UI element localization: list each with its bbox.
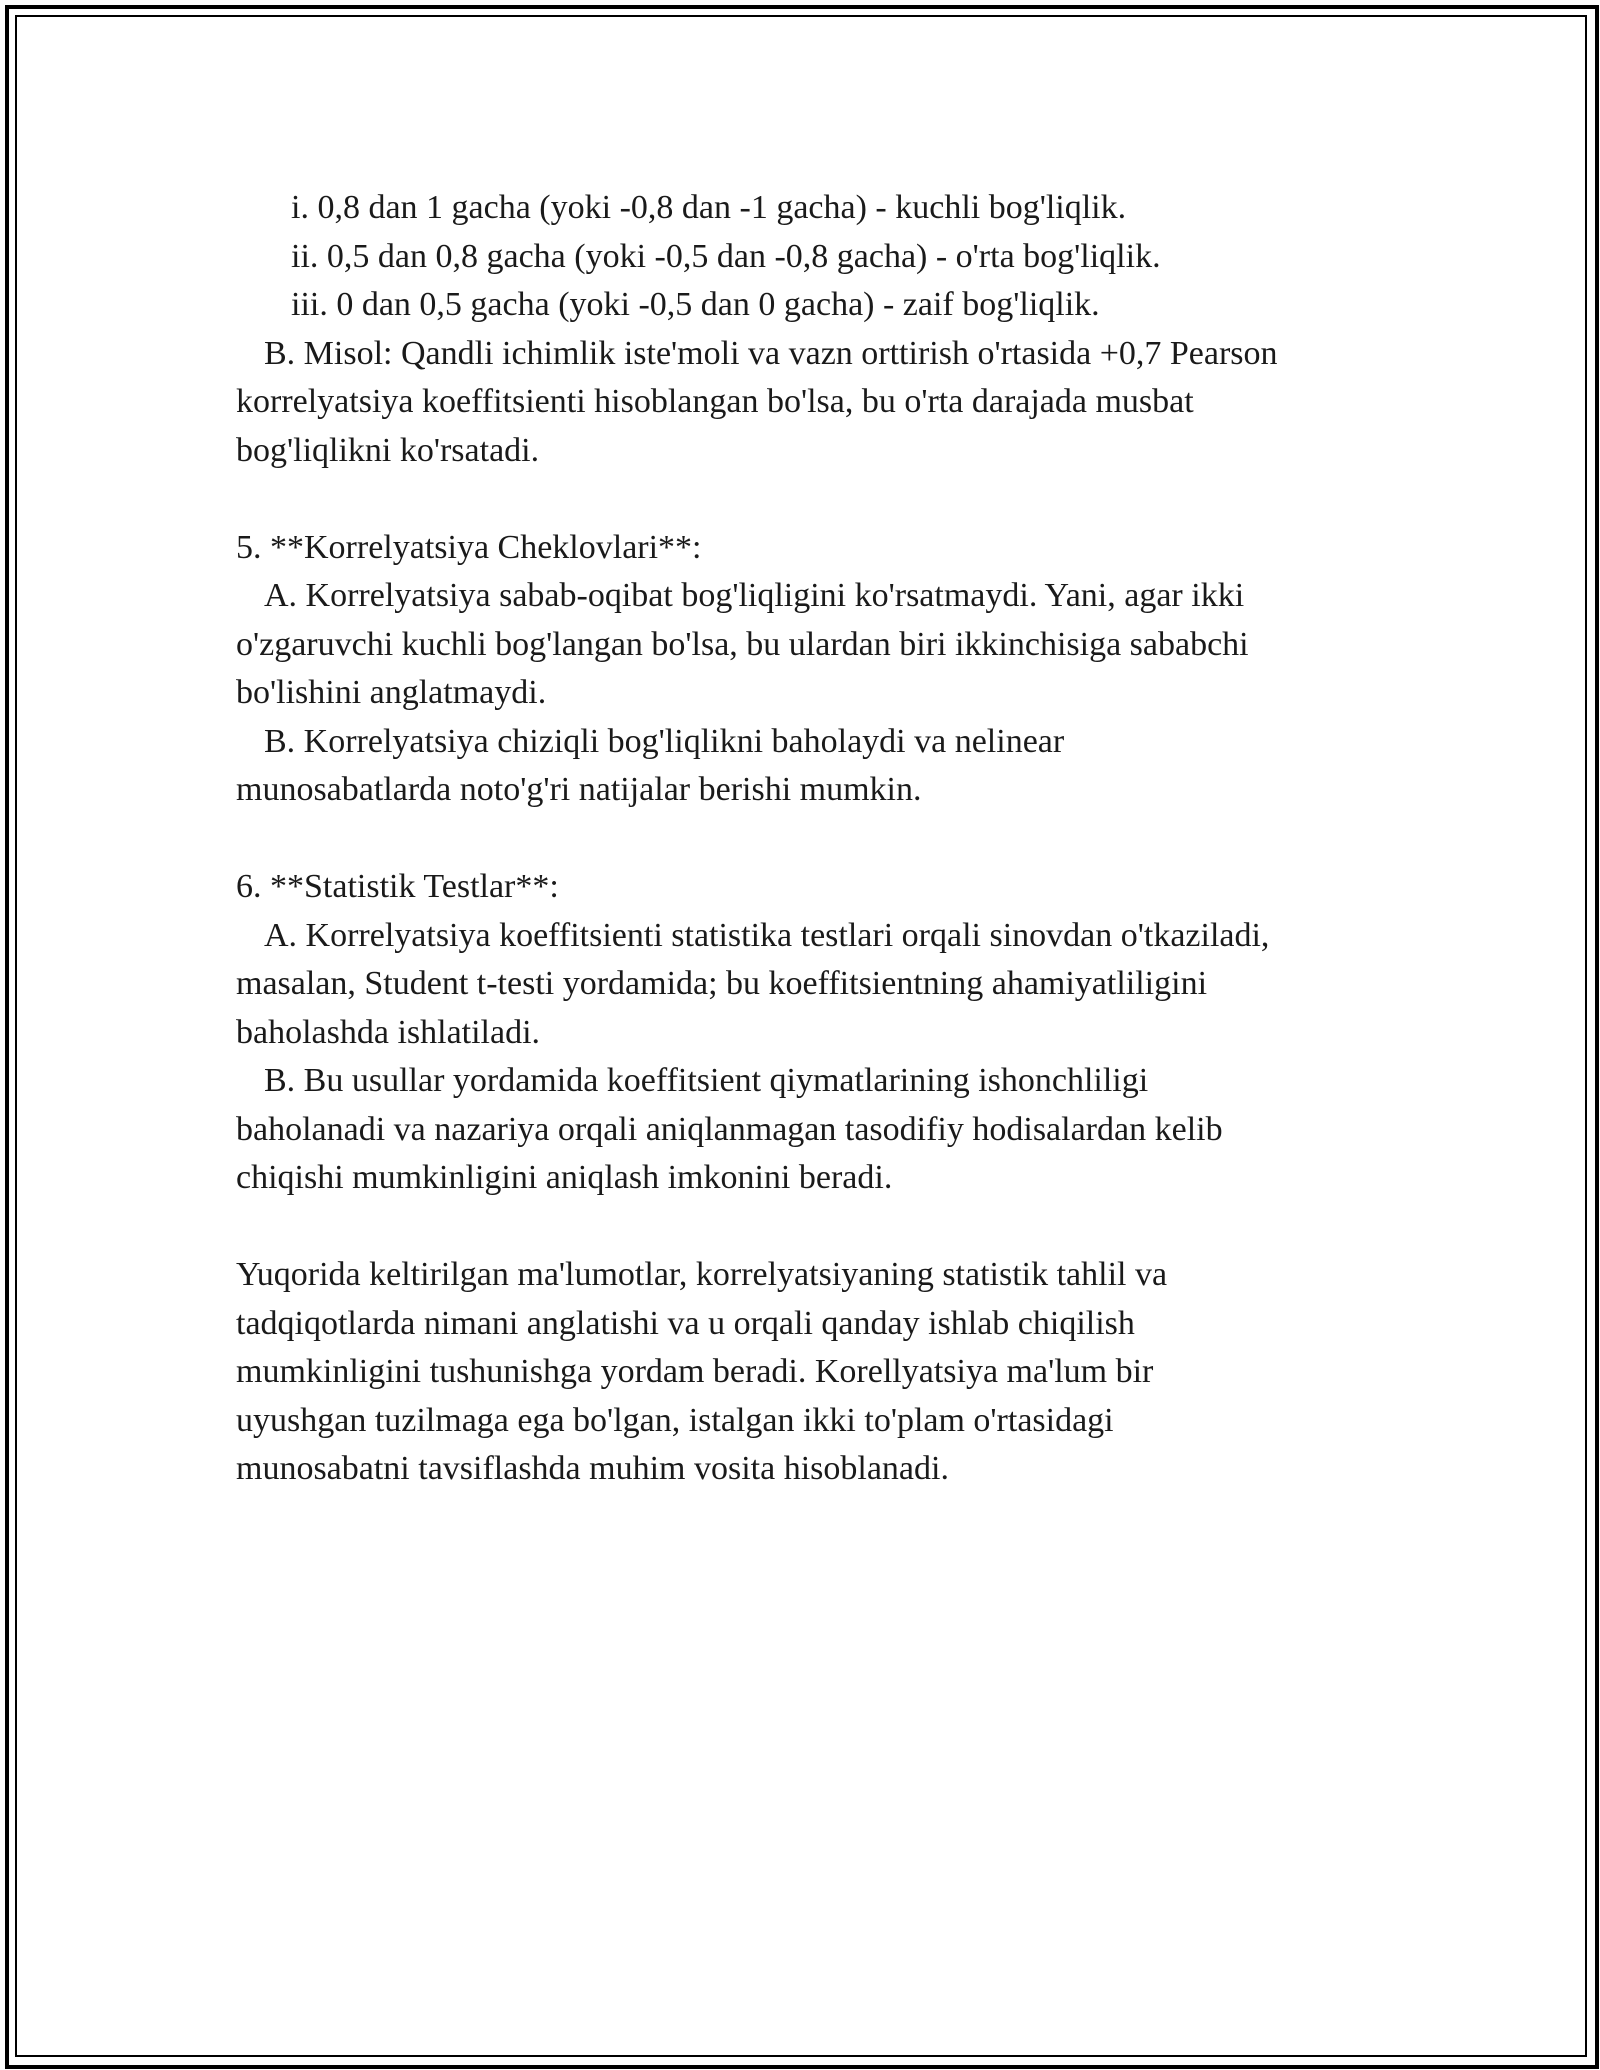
paragraph-line: mumkinligini tushunishga yordam beradi. Korellyatsiya ma'lum bir xyxy=(236,1353,1154,1390)
list-item-iii: iii. 0 dan 0,5 gacha (yoki -0,5 dan 0 gacha) - zaif bog'liqlik. xyxy=(291,286,1100,323)
paragraph-line: uyushgan tuzilmaga ega bo'lgan, istalgan ikki to'plam o'rtasidagi xyxy=(236,1401,1114,1439)
paragraph-gap xyxy=(236,815,1366,864)
section-6 xyxy=(236,863,1366,1203)
example-paragraph xyxy=(236,330,1366,476)
paragraph-gap xyxy=(236,1203,1366,1252)
paragraph-line: munosabatlarda noto'g'ri natijalar berishi mumkin. xyxy=(236,771,922,808)
paragraph-line: korrelyatsiya koeffitsienti hisoblangan bo'lsa, bu o'rta darajada musbat xyxy=(236,383,1194,420)
paragraph-line: bog'liqlikni ko'rsatadi. xyxy=(236,431,540,469)
paragraph-line: tadqiqotlarda nimani anglatishi va u orqali qanday ishlab chiqilish xyxy=(236,1304,1135,1342)
paragraph-line: A. Korrelyatsiya sabab-oqibat bog'liqligini ko'rsatmaydi. Yani, agar ikki xyxy=(264,577,1245,614)
section-heading: 5. **Korrelyatsiya Cheklovlari**: xyxy=(236,528,702,566)
paragraph-line: baholashda ishlatiladi. xyxy=(236,1013,541,1051)
paragraph-line: B. Korrelyatsiya chiziqli bog'liqlikni baholaydi va nelinear xyxy=(264,722,1065,760)
list-item-ii: ii. 0,5 dan 0,8 gacha (yoki -0,5 dan -0,8 gacha) - o'rta bog'liqlik. xyxy=(291,237,1161,275)
paragraph-gap xyxy=(236,475,1366,524)
paragraph-line: masalan, Student t-testi yordamida; bu koeffitsientning ahamiyatliligini xyxy=(236,965,1208,1002)
list-item-i: i. 0,8 dan 1 gacha (yoki -0,8 dan -1 gacha) - kuchli bog'liqlik. xyxy=(291,189,1127,226)
paragraph-line: B. Bu usullar yordamida koeffitsient qiymatlarining ishonchliligi xyxy=(264,1062,1149,1099)
paragraph-line: chiqishi mumkinligini aniqlash imkonini beradi. xyxy=(236,1159,893,1196)
paragraph-line: o'zgaruvchi kuchli bog'langan bo'lsa, bu ulardan biri ikkinchisiga sababchi xyxy=(236,625,1249,663)
document-body xyxy=(236,184,1366,1494)
paragraph-line: Yuqorida keltirilgan ma'lumotlar, korrelyatsiyaning statistik tahlil va xyxy=(236,1256,1168,1293)
sub-list xyxy=(236,184,1366,330)
paragraph-line: A. Korrelyatsiya koeffitsienti statistika testlari orqali sinovdan o'tkaziladi, xyxy=(264,916,1270,954)
section-heading: 6. **Statistik Testlar**: xyxy=(236,868,559,905)
paragraph-line: bo'lishini anglatmaydi. xyxy=(236,674,547,711)
paragraph-line: munosabatni tavsiflashda muhim vosita hisoblanadi. xyxy=(236,1450,949,1487)
paragraph-line: B. Misol: Qandli ichimlik iste'moli va vazn orttirish o'rtasida +0,7 Pearson xyxy=(264,334,1278,372)
conclusion-paragraph xyxy=(236,1251,1366,1494)
section-5 xyxy=(236,524,1366,815)
paragraph-line: baholanadi va nazariya orqali aniqlanmagan tasodifiy hodisalardan kelib xyxy=(236,1110,1223,1148)
